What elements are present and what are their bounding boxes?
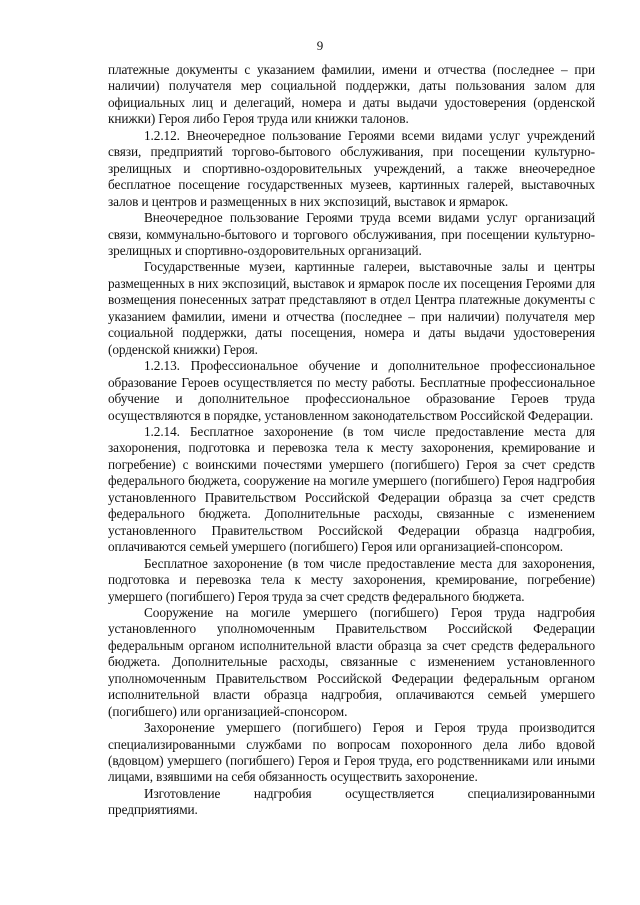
page-number: 9 (316, 38, 324, 53)
paragraph-heroes-of-labor-services: Внеочередное пользование Героями труда всеми видами услуг организаций связи, коммунально-бытового и торгового обслуживания, при посещении культурно-зрелищных и спортивно-оздоровительных организаций. (108, 210, 595, 258)
paragraph-burial-performed-by: Захоронение умершего (погибшего) Героя и Героя труда производится специализированными службами по вопросам похоронного дела либо вдовой (вдовцом) умершего (погибшего) Героя и Героя труда, его родственниками или иными лицами, взявшими на себя обязанность осуществить захоронение. (108, 720, 595, 785)
paragraph-continuation: платежные документы с указанием фамилии, имени и отчества (последнее – при наличии) получателя мер социальной поддержки, даты пользования залом для официальных лиц и делегаций, номера и даты выдачи удостоверения (орденской книжки) Героя либо Героя труда или книжки талонов. (108, 62, 595, 127)
paragraph-tombstone-manufacturing: Изготовление надгробия осуществляется специализированными предприятиями. (108, 785, 595, 818)
paragraph-museums-reimbursement: Государственные музеи, картинные галереи, выставочные залы и центры размещенных в них экспозиций, выставок и ярмарок после их посещения Героями для возмещения понесенных затрат представляют в отдел Центра платежные документы с указанием фамилии, имени и отчества (последнее – при наличии) получателя мер социальной поддержки, даты посещения, номера и даты выдачи удостоверения (орденской книжки) Героя. (108, 259, 595, 357)
paragraph-1-2-12: 1.2.12. Внеочередное пользование Героями всеми видами услуг учреждений связи, предприятий торгово-бытового обслуживания, при посещении культурно-зрелищных и спортивно-оздоровительных учреждений, а также внеочередное бесплатное посещение государственных музеев, картинных галерей, выставочных залов и центров и размещенных в них экспозиций, выставок и ярмарок. (108, 127, 595, 209)
document-body (108, 62, 595, 819)
paragraph-1-2-13: 1.2.13. Профессиональное обучение и дополнительное профессиональное образование Героев осуществляется по месту работы. Бесплатные профессиональное обучение и дополнительное профессиональное образование Героев труда осуществляются в порядке, установленном законодательством Российской Федерации. (108, 358, 595, 423)
paragraph-tombstone-construction: Сооружение на могиле умершего (погибшего) Героя труда надгробия установленного уполномоченным Правительством Российской Федерации федеральным органом исполнительной власти образца за счет средств федерального бюджета. Дополнительные расходы, связанные с изменением установленного уполномоченным Правительством Российской Федерации федеральным органом исполнительной власти образца надгробия, оплачиваются семьей умершего (погибшего) или организацией-спонсором. (108, 604, 595, 719)
paragraph-free-burial-heroes-of-labor: Бесплатное захоронение (в том числе предоставление места для захоронения, подготовка и перевозка тела к месту захоронения, кремирование, погребение) умершего (погибшего) Героя труда за счет средств федерального бюджета. (108, 555, 595, 604)
paragraph-1-2-14: 1.2.14. Бесплатное захоронение (в том числе предоставление места для захоронения, подготовка и перевозка тела к месту захоронения, кремирование и погребение) с воинскими почестями умершего (погибшего) Героя за счет средств федерального бюджета, сооружение на могиле умершего (погибшего) Героя надгробия установленного Правительством Российской Федерации образца за счет средств федерального бюджета. Дополнительные расходы, связанные с изменением установленного Правительством Российской Федерации образца надгробия, оплачиваются семьей умершего (погибшего) Героя или организацией-спонсором. (108, 423, 595, 555)
